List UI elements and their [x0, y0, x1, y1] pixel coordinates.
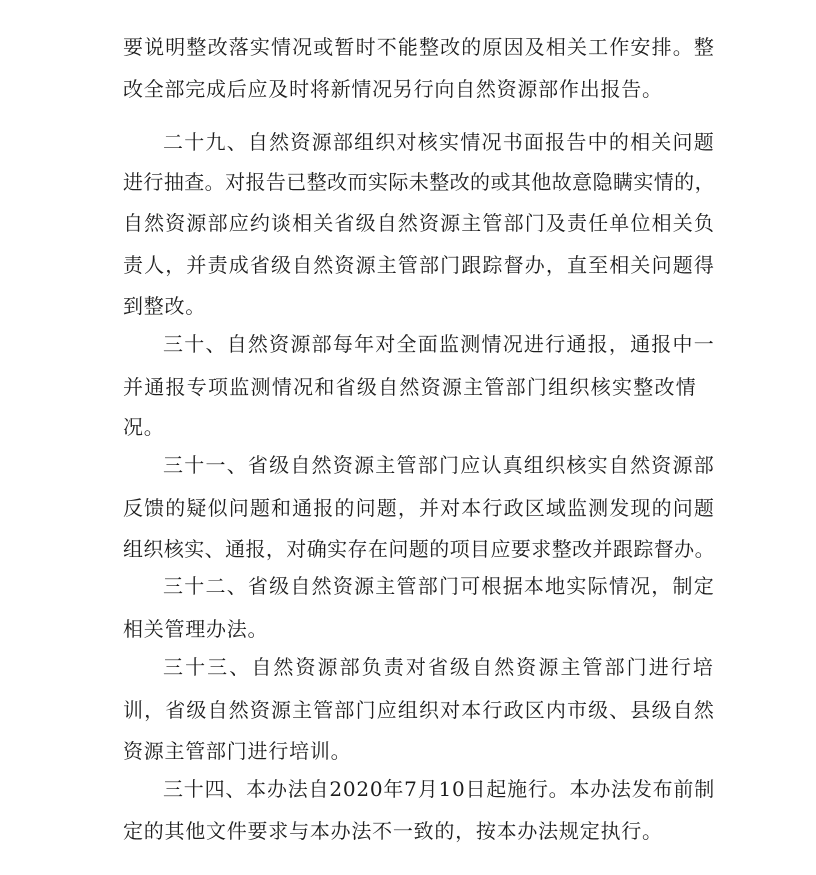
text-line: 三十三、自然资源部负责对省级自然资源主管部门进行培 — [163, 655, 715, 679]
text-line: 二十九、自然资源部组织对核实情况书面报告中的相关问题 — [163, 130, 715, 154]
text-line: 训，省级自然资源主管部门应组织对本行政区内市级、县级自然 — [123, 698, 715, 722]
text-line: 资源主管部门进行培训。 — [123, 739, 352, 763]
text-line: 三十四、本办法自2020年7月10日起施行。本办法发布前制 — [163, 777, 715, 801]
text-line: 进行抽查。对报告已整改而实际未整改的或其他故意隐瞒实情的， — [123, 170, 715, 194]
text-line: 自然资源部应约谈相关省级自然资源主管部门及责任单位相关负 — [123, 211, 715, 235]
text-line: 责人，并责成省级自然资源主管部门跟踪督办，直至相关问题得 — [123, 253, 715, 277]
text-line: 三十、自然资源部每年对全面监测情况进行通报，通报中一 — [163, 332, 715, 356]
text-line: 组织核实、通报，对确实存在问题的项目应要求整改并跟踪督办。 — [123, 537, 715, 561]
text-line: 改全部完成后应及时将新情况另行向自然资源部作出报告。 — [123, 77, 663, 101]
text-line: 到整改。 — [123, 294, 207, 318]
text-line: 并通报专项监测情况和省级自然资源主管部门组织核实整改情 — [123, 375, 697, 399]
text-line: 三十一、省级自然资源主管部门应认真组织核实自然资源部 — [163, 453, 715, 477]
text-line: 三十二、省级自然资源主管部门可根据本地实际情况，制定 — [163, 574, 715, 598]
text-line: 相关管理办法。 — [123, 617, 269, 641]
text-line: 定的其他文件要求与本办法不一致的，按本办法规定执行。 — [123, 819, 663, 843]
text-line: 要说明整改落实情况或暂时不能整改的原因及相关工作安排。整 — [123, 35, 715, 59]
text-line: 况。 — [123, 415, 165, 439]
text-line: 反馈的疑似问题和通报的问题，并对本行政区域监测发现的问题 — [123, 496, 715, 520]
